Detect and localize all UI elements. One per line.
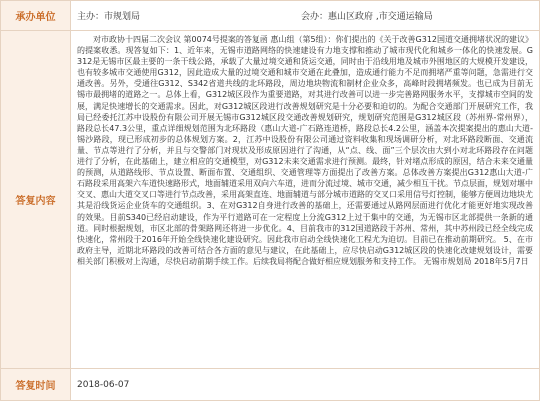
unit-label: 承办单位 — [1, 1, 71, 30]
time-value: 2018-06-07 — [77, 379, 130, 390]
answer-content — [71, 31, 539, 368]
main-unit: 主办：市规划局 — [77, 12, 141, 22]
time-row — [1, 369, 539, 400]
unit-content — [71, 1, 539, 30]
co-unit: 会办：惠山区政府 ,市交通运输局 — [301, 12, 433, 22]
answer-text: 对市政协十四届二次会议 第0074号提案的答复函 惠山组（第5组）：你们提出的《关于改善G312国道交通拥堵状况的建议》的提案收悉。现答复如下：1、近年来，无锡市道路网络的快速建设有力地支撑和推动了城市现代化和城乡一体化的快速发展。G312是无锡市区最主要的一条干线公路，承载了大量过境交通和货运交通，同时由于沿线用地及城市外围地区的大规模开发建设，也有较多城市交通使用G312，因此造成大量的过境交通和城市交通在此叠加，造成通行能力不足而拥堵严重等问题，急需进行交通改善。另外，受通往G312、S342省道共线的北环路段，周边地块物流和制材企业众多，高峰时段拥堵频发。也已成为目前无锡市最拥堵的道路之一。总体上看，G312城区段作为重要道路，对其进行改善可以进一步完善路网服务水平，支撑城市空间的发展，满足快速增长的交通需求。因此，对G312城区段进行改善规划研究是十分必要和迫切的。为配合交通部门开展研究工作，我局已经委托江苏中设股份有限公司开展无锡市G312城区段交通改善规划研究，规划研究范围是G312城区段（苏州界-常州界），路段总长47.3公里，重点详细规划范围为北环路段（惠山大道-广石路连道桥，路段总长4.2公里，涵盖本次提案提出的惠山大道-锡沙路段，现已形成初步的总体规划方案。2，江苏中设股份有限公司通过资料收集和现场调研分析，对北环路段断面、交通流量、节点等进行了分析，并且与交警部门对现状及形成原因进行了沟通，从“点、线、面”三个层次由大到小对北环路段存在问题进行了分析，在此基础上，建立相应的交通模型，对G312未来交通需求进行预测。最终，针对堵点形成的原因，结合未来交通量的预测，从道路线形、节点设置、断面布置、交通组织、交通管理等方面提出了改善方案。总体改善方案提出G312惠山大道-广石路段采用高架六车道快速路形式，地面辅道采用双向六车道，进而分流过境、城市交通，减少相互干扰。节点层面，规划对堰中交叉、惠山大道交叉口等进行节点改善，采用高架直连、地面辅道与部分城市道路的交叉口采用信号灯控制，能够方便周边地块尤其是沿线货运企业货车的交通组织。3、在对G312自身进行改善的基础上，还需要通过从路网层面进行优化才能更好地实现改善的效果。目前S340已经启动建设，作为平行道路可在一定程度上分流G312上过于集中的交通，为无锡市区北部提供一条新的通道。同时根据规划，市区北部的骨架路网还将进一步优化。4、目前我市的312国道路段于苏州、常州，其中苏州段已经全线完成快速化，常州段于2016年开始全线快速化建设研究。因此我市启动全线快速化工程尤为迫切。目前已在推动前期研究。 5、在市政府主导，近期北环路段的改善可结合各方面的意见与建议，在此基础上，应尽快启动G312城区段的快速化改建规划设计，需要相关部门积极对上沟通，尽快启动前期手续工作。后续我局将配合做好相应规划服务和支持工作。 无锡市规划局 2018年5月7日 — [77, 35, 533, 266]
time-label: 答复时间 — [1, 369, 71, 400]
unit-row — [1, 1, 539, 31]
answer-row — [1, 31, 539, 369]
answer-label: 答复内容 — [1, 31, 71, 368]
